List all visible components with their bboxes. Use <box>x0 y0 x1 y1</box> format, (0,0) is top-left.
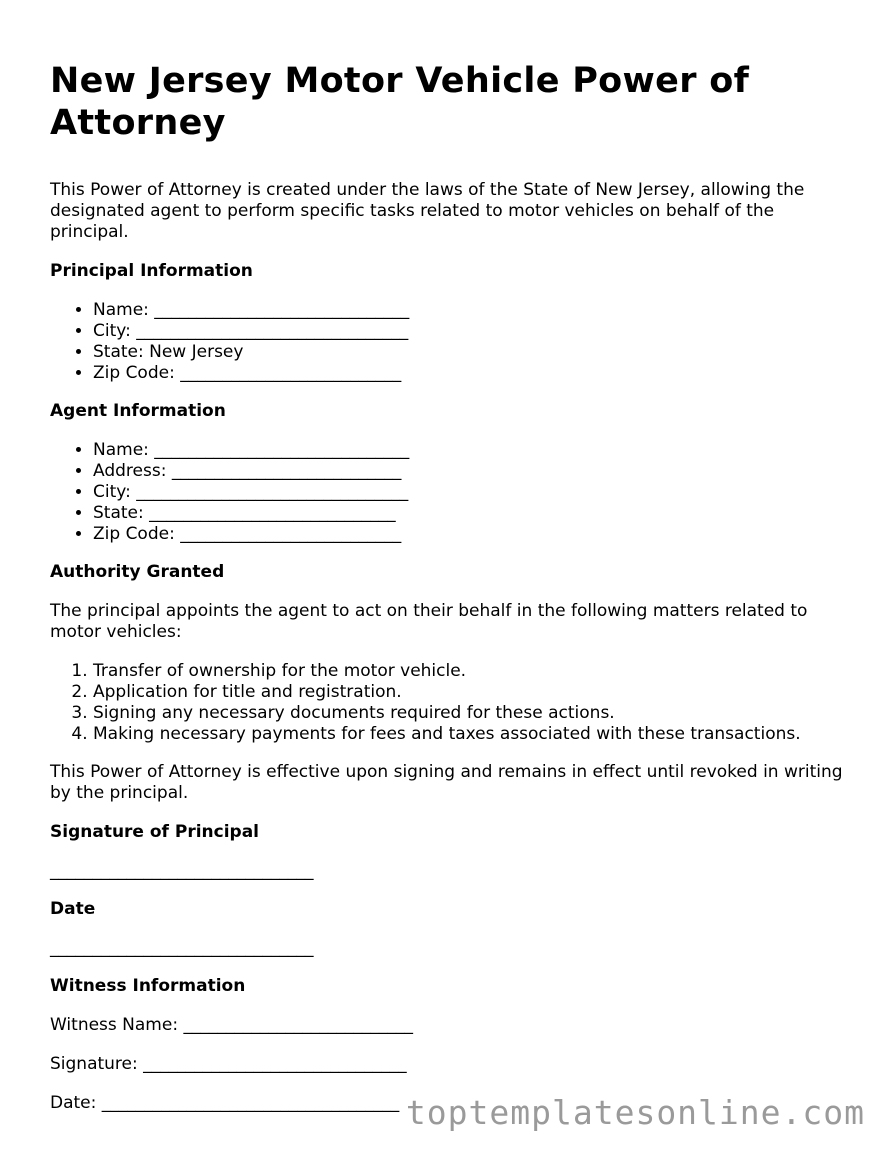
principal-zip-field: • Zip Code: __________________________ <box>93 363 850 384</box>
agent-city-field: • City: ________________________________ <box>93 482 850 503</box>
watermark-text: toptemplatesonline.com <box>405 1093 865 1132</box>
authority-item: 4. Making necessary payments for fees and taxes associated with these transactions. <box>93 724 850 745</box>
principal-signature-heading: Signature of Principal <box>50 822 260 842</box>
authority-heading: Authority Granted <box>50 562 225 582</box>
agent-address-field: • Address: ___________________________ <box>93 461 850 482</box>
document-title: New Jersey Motor Vehicle Power of Attorney <box>50 61 750 143</box>
agent-name-field: • Name: ______________________________ <box>93 440 850 461</box>
date-heading: Date <box>50 899 96 919</box>
document <box>50 60 850 1132</box>
date-line: _______________________________ <box>50 938 314 958</box>
authority-item: 1. Transfer of ownership for the motor vehicle. <box>93 661 850 682</box>
witness-signature-line: Signature: _______________________________ <box>50 1054 407 1074</box>
witness-heading: Witness Information <box>50 976 246 996</box>
principal-name-field: • Name: ______________________________ <box>93 300 850 321</box>
principal-heading: Principal Information <box>50 261 253 281</box>
witness-date-line: Date: ___________________________________ <box>50 1093 400 1113</box>
principal-city-field: • City: ________________________________ <box>93 321 850 342</box>
agent-heading: Agent Information <box>50 401 226 421</box>
authority-list <box>50 661 850 745</box>
principal-state-field: • State: New Jersey <box>93 342 850 363</box>
agent-list <box>50 440 850 545</box>
intro-paragraph: This Power of Attorney is created under the laws of the State of New Jersey, allowing the designated agent to perform specific tasks related to motor vehicles on behalf of the principal. <box>50 180 805 242</box>
authority-item: 3. Signing any necessary documents required for these actions. <box>93 703 850 724</box>
effective-paragraph: This Power of Attorney is effective upon signing and remains in effect until revoked in writing by the principal. <box>50 762 843 803</box>
authority-item: 2. Application for title and registration. <box>93 682 850 703</box>
agent-zip-field: • Zip Code: __________________________ <box>93 524 850 545</box>
agent-state-field: • State: _____________________________ <box>93 503 850 524</box>
principal-signature-line: _______________________________ <box>50 861 314 881</box>
authority-intro: The principal appoints the agent to act on their behalf in the following matters related to motor vehicles: <box>50 601 808 642</box>
witness-name-line: Witness Name: ___________________________ <box>50 1015 413 1035</box>
principal-list <box>50 300 850 384</box>
